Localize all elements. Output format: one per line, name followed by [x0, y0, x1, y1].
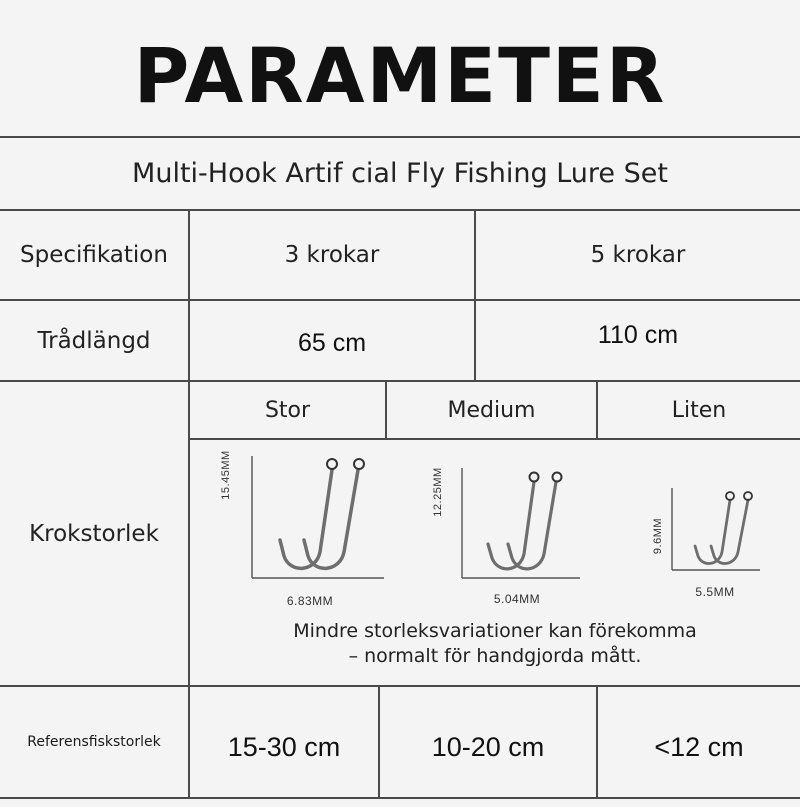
length-label: Trådlängd — [37, 327, 151, 354]
medium-hook-illustration — [430, 462, 590, 612]
small-hook-illustration — [650, 482, 770, 592]
note-line-1: Mindre storleksvariationer kan förekomma — [293, 620, 697, 642]
spec-value-3: 3 krokar — [284, 242, 380, 268]
small-hook-height: 9.6MM — [652, 517, 664, 555]
length-value-5: 110 cm — [597, 320, 679, 349]
size-small: Liten — [671, 397, 727, 423]
small-hook-width: 5.5MM — [695, 585, 735, 599]
length-value-3: 65 cm — [297, 328, 367, 357]
large-hook-height: 15.45MM — [220, 450, 232, 500]
medium-hook-width: 5.04MM — [493, 592, 541, 606]
product-name: Multi-Hook Artif cial Fly Fishing Lure Set — [132, 157, 668, 189]
large-hook-width: 6.83MM — [286, 594, 334, 608]
hook-size-label: Krokstorlek — [29, 520, 159, 547]
ref-label: Referensfiskstorlek — [27, 734, 161, 750]
note-line-2: – normalt för handgjorda mått. — [348, 645, 642, 667]
divider — [189, 438, 800, 440]
spec-value-5: 5 krokar — [590, 242, 686, 268]
ref-value-medium: 10-20 cm — [431, 731, 545, 762]
size-medium: Medium — [447, 397, 536, 423]
page-title: PARAMETER — [133, 30, 667, 120]
ref-value-large: 15-30 cm — [227, 731, 341, 762]
size-large: Stor — [264, 397, 311, 423]
ref-value-small: <12 cm — [654, 731, 744, 762]
large-hook-illustration — [220, 448, 400, 618]
medium-hook-height: 12.25MM — [432, 467, 444, 517]
size-variation-note — [190, 618, 800, 670]
spec-label: Specifikation — [20, 242, 168, 268]
